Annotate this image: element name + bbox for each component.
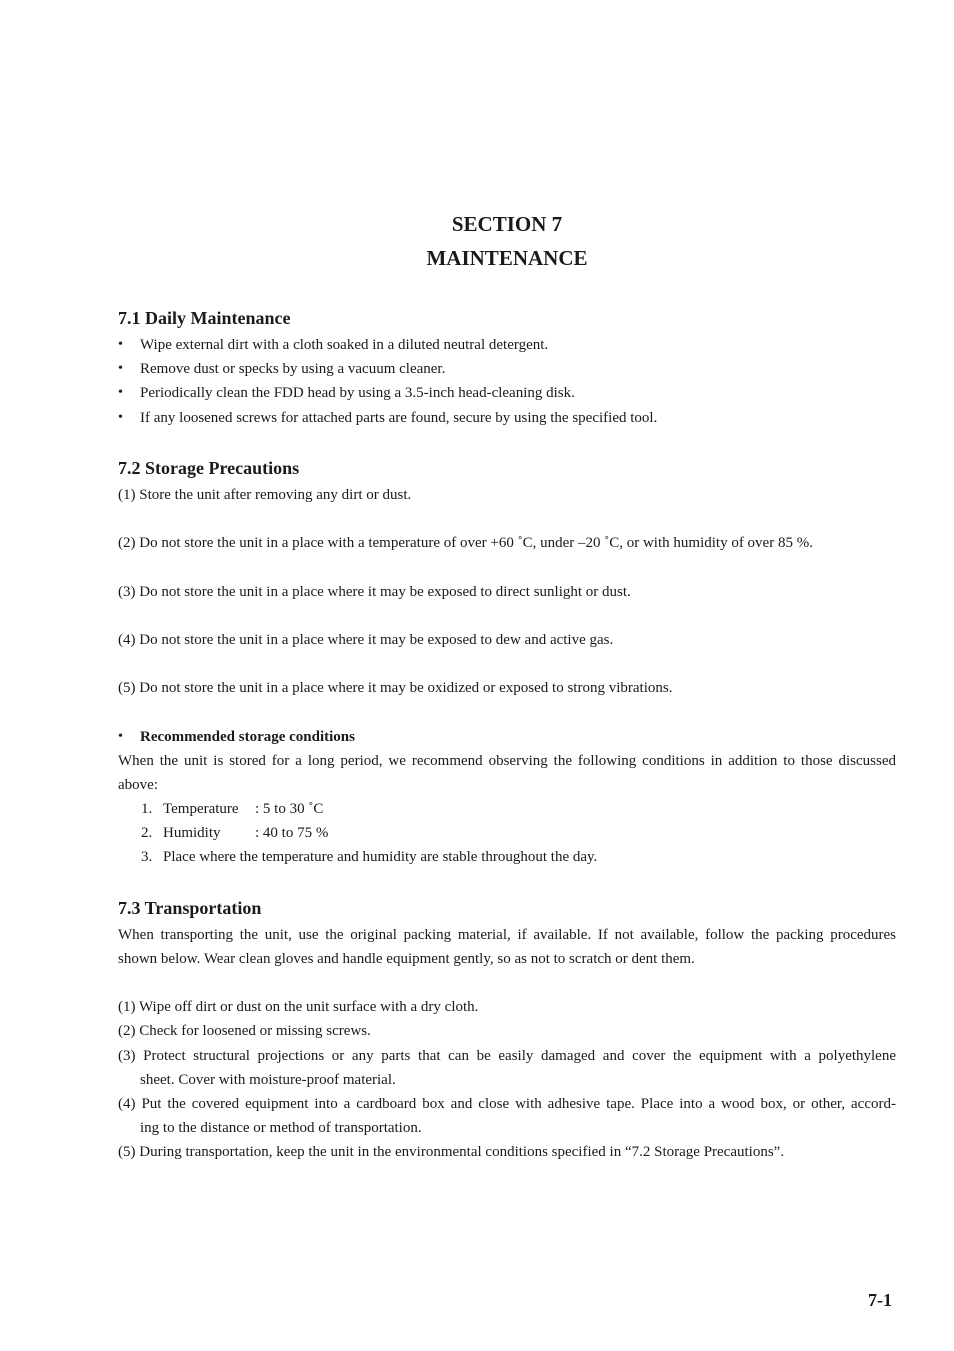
storage-item: (5) Do not store the unit in a place where it may be oxidized or exposed to strong vibrations. — [118, 680, 673, 696]
bullet-icon: • — [118, 337, 123, 352]
transportation-heading: 7.3 Transportation — [118, 898, 262, 918]
section-subtitle: MAINTENANCE — [426, 246, 588, 270]
transport-step: (4) Put the covered equipment into a cardboard box and close with adhesive tape. Place into a wood box, or other, accord- — [118, 1096, 896, 1112]
transport-intro: When transporting the unit, use the original packing material, if available. If not available, follow the packing procedures — [118, 927, 896, 943]
daily-item: Wipe external dirt with a cloth soaked in a diluted neutral detergent. — [140, 337, 549, 353]
storage-item: (2) Do not store the unit in a place with a temperature of over +60 ˚C, under –20 ˚C, or with humidity of over 85 %. — [118, 535, 813, 551]
recommended-intro-cont: above: — [118, 777, 158, 793]
condition-number: 1. — [141, 801, 153, 817]
page-number: 7-1 — [868, 1290, 892, 1310]
daily-item: If any loosened screws for attached parts are found, secure by using the specified tool. — [140, 410, 658, 426]
condition-value: : 40 to 75 % — [255, 825, 329, 841]
bullet-icon: • — [118, 385, 123, 400]
transport-step: (1) Wipe off dirt or dust on the unit surface with a dry cloth. — [118, 999, 479, 1015]
transport-step: (5) During transportation, keep the unit in the environmental conditions specified in “7.2 Storage Precautions”. — [118, 1144, 785, 1160]
bullet-icon: • — [118, 361, 123, 376]
daily-maintenance-heading: 7.1 Daily Maintenance — [118, 308, 291, 328]
recommended-conditions-heading: Recommended storage conditions — [140, 729, 355, 745]
condition-number: 3. — [141, 849, 153, 865]
condition-item — [163, 799, 323, 819]
condition-label: Humidity — [163, 825, 221, 841]
storage-item: (1) Store the unit after removing any dirt or dust. — [118, 487, 412, 503]
transport-step: (2) Check for loosened or missing screws. — [118, 1023, 371, 1039]
daily-item: Remove dust or specks by using a vacuum cleaner. — [140, 361, 446, 377]
bullet-icon: • — [118, 729, 123, 744]
transport-step-cont: sheet. Cover with moisture-proof material. — [140, 1072, 396, 1088]
condition-value: : 5 to 30 ˚C — [255, 801, 324, 817]
transport-step-cont: ing to the distance or method of transportation. — [140, 1120, 422, 1136]
storage-precautions-heading: 7.2 Storage Precautions — [118, 458, 300, 478]
condition-item: Place where the temperature and humidity are stable throughout the day. — [163, 849, 598, 865]
transport-intro-cont: shown below. Wear clean gloves and handle equipment gently, so as not to scratch or dent them. — [118, 951, 695, 967]
daily-item: Periodically clean the FDD head by using a 3.5-inch head-cleaning disk. — [140, 385, 575, 401]
condition-label: Temperature — [163, 801, 239, 817]
bullet-icon: • — [118, 410, 123, 425]
recommended-intro: When the unit is stored for a long period, we recommend observing the following conditions in addition to those discussed — [118, 753, 896, 769]
section-title: SECTION 7 — [451, 212, 563, 236]
storage-item: (4) Do not store the unit in a place where it may be exposed to dew and active gas. — [118, 632, 614, 648]
transport-step: (3) Protect structural projections or any parts that can be easily damaged and cover the equipment with a polyethylene — [118, 1048, 896, 1064]
storage-item: (3) Do not store the unit in a place where it may be exposed to direct sunlight or dust. — [118, 584, 631, 600]
condition-item — [163, 823, 328, 843]
condition-number: 2. — [141, 825, 153, 841]
